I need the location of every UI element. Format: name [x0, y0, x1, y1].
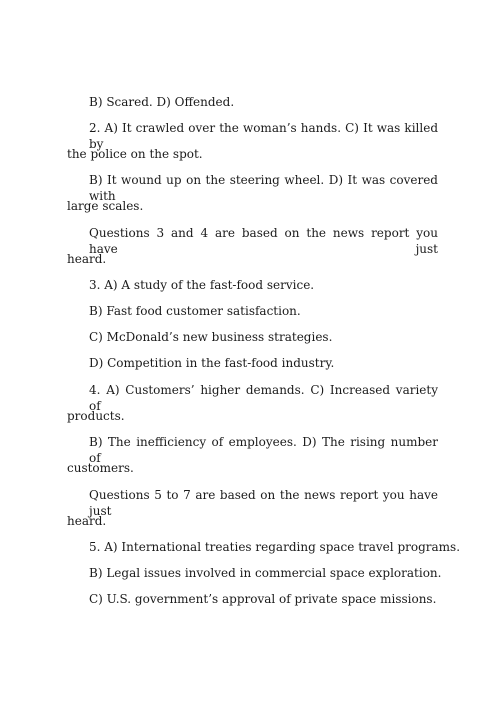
question-2-line-1: 2. A) It crawled over the woman’s hands. C) It was killed by — [89, 121, 438, 151]
section-heading-5-7-line-2: heard. — [67, 514, 107, 528]
question-3-option-d: D) Competition in the fast-food industry. — [89, 356, 335, 370]
question-4-bd-line-2: customers. — [67, 461, 134, 475]
question-4-line-2: products. — [67, 409, 125, 423]
question-5-option-b: B) Legal issues involved in commercial space exploration. — [89, 566, 442, 580]
question-2-bd-line-1: B) It wound up on the steering wheel. D) It was covered with — [89, 173, 438, 203]
section-heading-5-7-line-1: Questions 5 to 7 are based on the news report you have just — [89, 488, 438, 518]
question-4-bd-line-1: B) The inefficiency of employees. D) The rising number of — [89, 435, 438, 465]
question-2-bd-line-2: large scales. — [67, 199, 144, 213]
answer-options-1-bd: B) Scared. D) Offended. — [89, 95, 235, 109]
section-heading-3-4-line-2: heard. — [67, 252, 107, 266]
question-4-line-1: 4. A) Customers’ higher demands. C) Increased variety of — [89, 383, 438, 413]
question-2-line-2: the police on the spot. — [67, 147, 203, 161]
question-5-option-c: C) U.S. government’s approval of private space missions. — [89, 592, 437, 606]
question-3-option-a: 3. A) A study of the fast-food service. — [89, 278, 315, 292]
question-3-option-c: C) McDonald’s new business strategies. — [89, 330, 333, 344]
question-3-option-b: B) Fast food customer satisfaction. — [89, 304, 301, 318]
section-heading-3-4-line-1: Questions 3 and 4 are based on the news report you have just — [89, 226, 438, 256]
question-5-option-a: 5. A) International treaties regarding space travel programs. — [89, 540, 461, 554]
